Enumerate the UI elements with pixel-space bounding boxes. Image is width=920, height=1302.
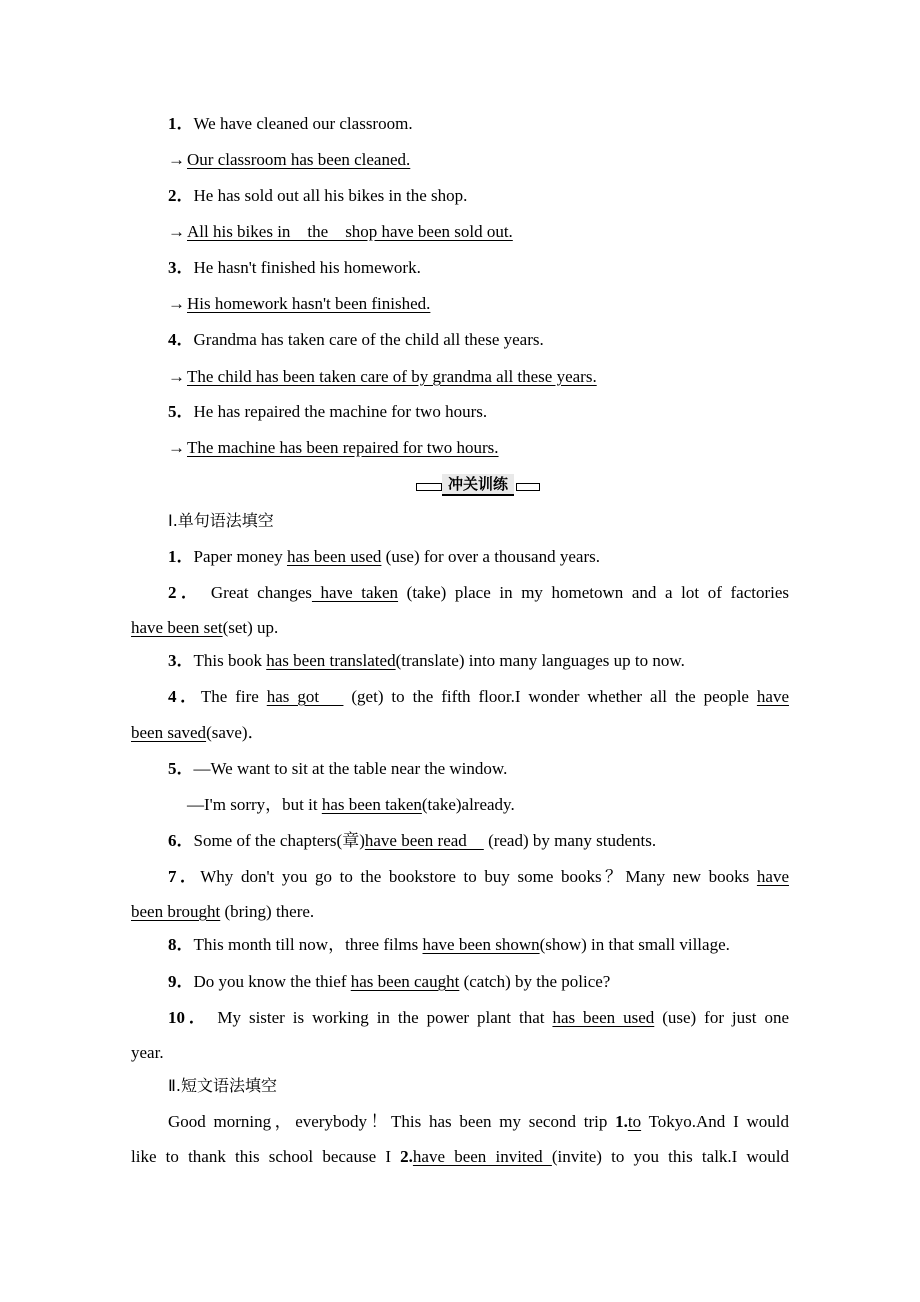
answer-blank: has been used <box>552 1008 655 1027</box>
question-7-cont: been brought (bring) there. <box>131 902 315 921</box>
section-2-title: Ⅱ.短文语法填空 <box>168 1076 277 1095</box>
answer-blank: has been taken <box>321 795 422 814</box>
answer-2: All his bikes in the shop have been sold out. <box>187 222 513 241</box>
question-9: 9．Do you know the thief has been caught (catch) by the police? <box>168 972 611 991</box>
arrow-icon: → <box>168 294 185 313</box>
exercise-4: 4．Grandma has taken care of the child all these years. <box>168 330 544 349</box>
question-1: 1．Paper money has been used (use) for over a thousand years. <box>168 547 600 566</box>
question-7: 7．Why don't you go to the bookstore to buy some books？Many new books have <box>168 867 789 886</box>
question-4: 4．The fire has got (get) to the fifth floor.I wonder whether all the people have <box>168 687 789 706</box>
answer-1: Our classroom has been cleaned. <box>187 150 411 169</box>
answer-blank: has been caught <box>350 972 460 991</box>
answer-blank: to <box>627 1112 642 1131</box>
answer-4: The child has been taken care of by grandma all these years. <box>187 367 597 386</box>
exercise-1: 1．We have cleaned our classroom. <box>168 114 413 133</box>
answer-blank: have been set <box>131 618 223 637</box>
question-8: 8．This month till now，three films have been shown(show) in that small village. <box>168 935 730 954</box>
arrow-icon: → <box>168 367 185 386</box>
answer-blank: has got <box>266 687 344 706</box>
arrow-icon: → <box>168 150 185 169</box>
question-10-cont: year. <box>131 1043 164 1062</box>
question-5: 5．—We want to sit at the table near the window. <box>168 759 508 778</box>
answer-blank: have <box>756 687 789 706</box>
answer-blank: have been read <box>364 831 484 850</box>
exercise-2: 2．He has sold out all his bikes in the shop. <box>168 186 468 205</box>
banner-left-bar <box>416 483 442 491</box>
answer-blank: has been translated <box>266 651 396 670</box>
answer-blank: been brought <box>131 902 221 921</box>
question-2-cont: have been set(set) up. <box>131 618 279 637</box>
section-1-title: Ⅰ.单句语法填空 <box>168 511 274 530</box>
answer-blank: have been invited <box>412 1147 552 1166</box>
passage-line-1: Good morning，everybody！This has been my second trip 1.to Tokyo.And I would <box>168 1112 789 1131</box>
section-banner <box>416 474 540 496</box>
arrow-icon: → <box>168 438 185 457</box>
question-4-cont: been saved(save)． <box>131 723 265 742</box>
exercise-5: 5．He has repaired the machine for two hours. <box>168 402 488 421</box>
answer-blank: have taken <box>311 583 399 602</box>
question-6: 6．Some of the chapters(章)have been read (read) by many students. <box>168 831 657 850</box>
question-5-reply: —I'm sorry，but it has been taken(take)already. <box>187 795 515 814</box>
answer-blank: has been used <box>286 547 382 566</box>
answer-3: His homework hasn't been finished. <box>187 294 431 313</box>
question-10: 10． My sister is working in the power plant that has been used (use) for just one <box>168 1008 789 1027</box>
question-2: 2． Great changes have taken (take) place in my hometown and a lot of factories <box>168 583 790 602</box>
banner-right-bar <box>516 483 540 491</box>
answer-blank: been saved <box>131 723 207 742</box>
exercise-3: 3．He hasn't finished his homework. <box>168 258 421 277</box>
question-3: 3．This book has been translated(translate) into many languages up to now. <box>168 651 685 670</box>
banner-title: 冲关训练 <box>442 474 514 496</box>
answer-5: The machine has been repaired for two hours. <box>187 438 499 457</box>
answer-blank: have <box>756 867 789 886</box>
answer-blank: have been shown <box>422 935 540 954</box>
arrow-icon: → <box>168 222 185 241</box>
passage-line-2: like to thank this school because I 2.have been invited (invite) to you this talk.I would <box>131 1147 790 1166</box>
